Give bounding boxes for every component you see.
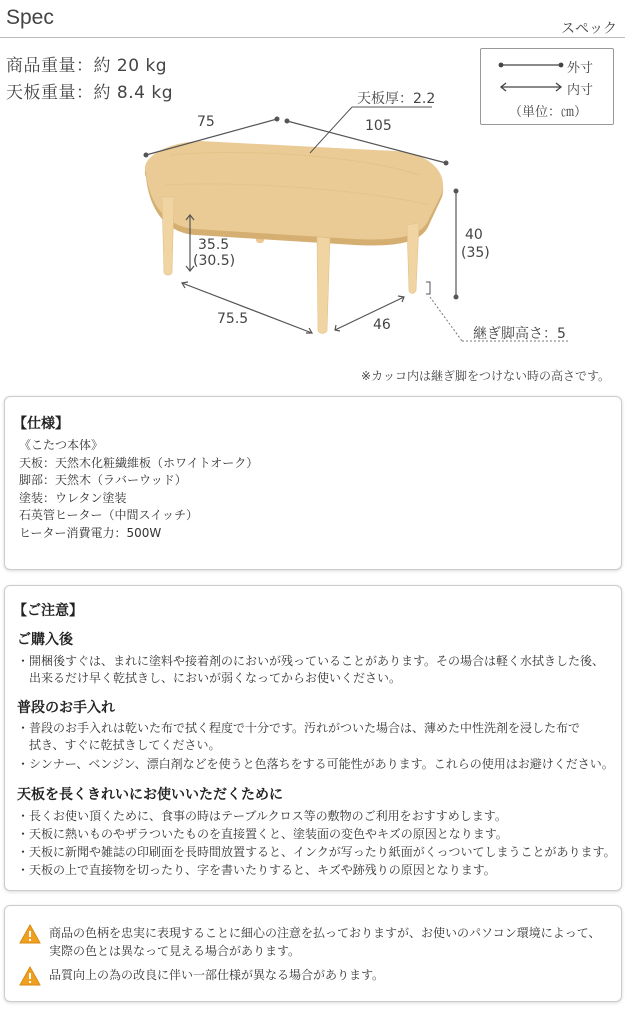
spec-line: ヒーター消費電力：500W: [19, 525, 162, 540]
outer-dimension-icon: [493, 57, 573, 77]
inner-height-alt-label: (30.5): [193, 253, 236, 269]
caution-heading-care: 普段のお手入れ: [17, 700, 115, 716]
legend-unit: （単位：㎝）: [508, 105, 587, 120]
notice-line: 品質向上の為の改良に伴い一部仕様が異なる場合があります。: [49, 968, 385, 982]
caution-heading-after-purchase: ご購入後: [17, 632, 73, 648]
spec-box-title: 【仕様】: [13, 416, 69, 432]
notice-line: 商品の色柄を忠実に表現することに細心の注意を払っておりますが、お使いのパソコン環境によって、: [49, 926, 601, 940]
table-diagram: [0, 85, 625, 375]
height-alt-label: (35): [461, 245, 490, 261]
spec-title: Spec: [6, 6, 54, 29]
notice-line: 実際の色とは異なって見える場合があります。: [49, 944, 301, 958]
warning-icon: [19, 966, 41, 986]
caution-line: 拭き、すぐに乾拭きしてください。: [17, 738, 221, 752]
front-right-leg: [317, 237, 330, 334]
spec-line: 塗装：ウレタン塗装: [19, 490, 127, 505]
spec-line: 《こたつ本体》: [19, 438, 104, 452]
height-footnote: ※カッコ内は継ぎ脚をつけない時の高さです。: [361, 369, 610, 383]
caution-line: ・開梱後すぐは、まれに塗料や接着剤のにおいが残っていることがあります。その場合は軽く水拭きした後、: [17, 654, 605, 668]
inner-height-label: 35.5: [198, 237, 230, 253]
inner-depth-label: 46: [373, 317, 391, 333]
back-right-leg: [407, 223, 419, 294]
legend-outer-label: 外寸: [567, 61, 594, 76]
product-weight: 商品重量：約 20 kg: [6, 56, 168, 76]
width-label: 105: [365, 118, 392, 134]
depth-label: 75: [197, 114, 215, 130]
front-left-leg: [162, 197, 174, 275]
spec-subtitle: スペック: [561, 21, 617, 37]
spec-header: [0, 0, 625, 40]
caution-line: ・天板の上で直接物を切ったり、字を書いたりすると、キズや跡残りの原因となります。: [17, 863, 496, 877]
height-label: 40: [465, 227, 483, 243]
caution-line: ・天板に熱いものやザラついたものを直接置くと、塗装面の変色やキズの原因となります。: [17, 827, 508, 841]
spec-box: [4, 396, 622, 570]
inner-width-label: 75.5: [217, 311, 249, 327]
caution-line: ・シンナー、ベンジン、漂白剤などを使うと色落ちをする可能性があります。これらの使用はお避けください。: [17, 757, 614, 771]
spec-line: 石英管ヒーター（中間スイッチ）: [19, 508, 199, 522]
caution-line: ・長くお使い頂くために、食事の時はテーブルクロス等の敷物のご利用をおすすめします。: [17, 809, 507, 823]
spec-line: 天板：天然木化粧繊維板（ホワイトオーク）: [19, 455, 259, 470]
caution-line: 出来るだけ早く乾拭きし、においが弱くなってからお使いください。: [17, 671, 402, 685]
top-weight: 天板重量：約 8.4 kg: [6, 83, 173, 103]
caution-heading-top-care: 天板を長くきれいにお使いいただくために: [17, 787, 283, 803]
warning-icon: [19, 924, 41, 944]
top-thickness-label: 天板厚：2.2: [357, 91, 436, 107]
spec-list: [19, 437, 258, 542]
legend-inner-label: 内寸: [567, 83, 594, 98]
legend-outer-row: [481, 57, 615, 77]
caution-line: ・普段のお手入れは乾いた布で拭く程度で十分です。汚れがついた場合は、薄めた中性洗剤を浸した布で: [17, 721, 581, 735]
leg-extension-label: 継ぎ脚高さ：5: [473, 326, 566, 342]
spec-line: 脚部：天然木（ラバーウッド）: [19, 473, 187, 487]
notice-color-text: [49, 924, 601, 960]
caution-line: ・天板に新聞や雑誌の印刷面を長時間放置すると、インクが写ったり紙面がくっついてしまうことがあります。: [17, 845, 616, 859]
notice-spec-text: [49, 966, 384, 984]
caution-box: [4, 585, 622, 891]
header-divider: [0, 37, 625, 38]
notice-box: [4, 905, 622, 1002]
caution-box-title: 【ご注意】: [13, 603, 83, 619]
